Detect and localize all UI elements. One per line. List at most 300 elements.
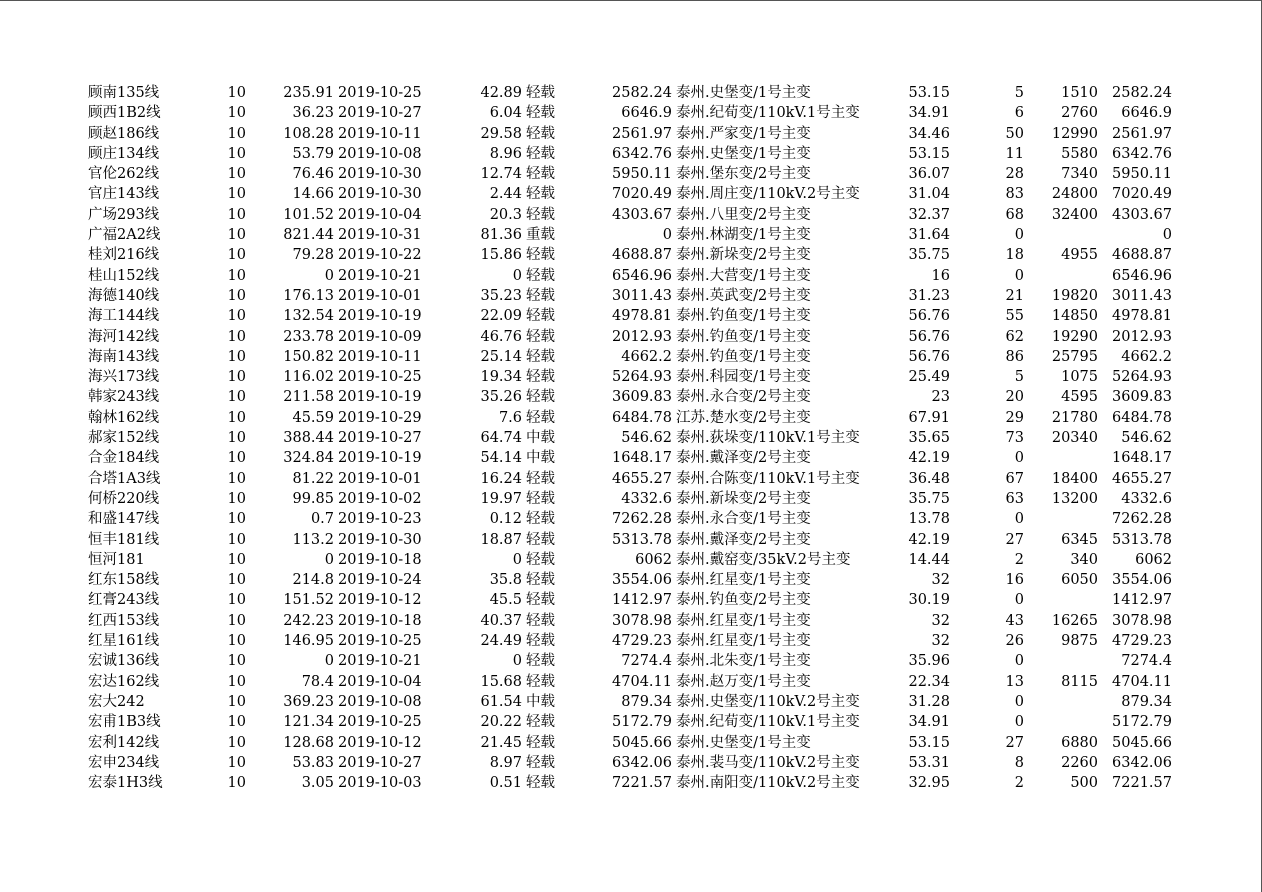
load-status-cell: 轻载 bbox=[526, 490, 555, 507]
load-rate-cell: 20.3 bbox=[489, 206, 522, 223]
customer-cell: 24800 bbox=[1051, 186, 1098, 203]
load-cell: 0 bbox=[324, 267, 334, 284]
feeder-name-cell: 顾赵186线 bbox=[88, 125, 160, 142]
count-cell: 0 bbox=[1014, 267, 1024, 284]
capacity-cell: 5313.78 bbox=[612, 531, 672, 548]
customer-cell: 2760 bbox=[1061, 105, 1098, 122]
available-capacity-cell: 4303.67 bbox=[1112, 206, 1172, 223]
load-cell: 176.13 bbox=[283, 287, 334, 304]
date-cell: 2019-10-25 bbox=[338, 633, 422, 650]
count-cell: 21 bbox=[1005, 287, 1024, 304]
date-cell: 2019-10-12 bbox=[338, 592, 422, 609]
transformer-rate-cell: 53.15 bbox=[908, 734, 950, 751]
customer-cell: 14850 bbox=[1051, 308, 1098, 325]
date-cell: 2019-10-25 bbox=[338, 714, 422, 731]
customer-cell: 8115 bbox=[1061, 673, 1098, 690]
available-capacity-cell: 4978.81 bbox=[1112, 308, 1172, 325]
date-cell: 2019-10-08 bbox=[338, 693, 422, 710]
load-rate-cell: 15.68 bbox=[480, 673, 522, 690]
load-status-cell: 轻载 bbox=[526, 653, 555, 670]
available-capacity-cell: 4662.2 bbox=[1121, 348, 1172, 365]
load-cell: 3.05 bbox=[301, 775, 334, 792]
available-capacity-cell: 6484.78 bbox=[1112, 409, 1172, 426]
feeder-name-cell: 合金184线 bbox=[88, 450, 160, 467]
feeder-name-cell: 红膏243线 bbox=[88, 592, 160, 609]
capacity-cell: 4332.6 bbox=[621, 490, 672, 507]
load-cell: 128.68 bbox=[283, 734, 334, 751]
date-cell: 2019-10-27 bbox=[338, 754, 422, 771]
capacity-cell: 2012.93 bbox=[612, 328, 672, 345]
date-cell: 2019-10-18 bbox=[338, 612, 422, 629]
load-status-cell: 轻载 bbox=[526, 531, 555, 548]
load-cell: 324.84 bbox=[283, 450, 334, 467]
feeder-name-cell: 桂山152线 bbox=[88, 267, 160, 284]
count-cell: 5 bbox=[1014, 369, 1024, 386]
customer-cell: 5580 bbox=[1061, 145, 1098, 162]
load-cell: 369.23 bbox=[283, 693, 334, 710]
load-status-cell: 轻载 bbox=[526, 572, 555, 589]
transformer-rate-cell: 53.31 bbox=[908, 754, 950, 771]
transformer-rate-cell: 13.78 bbox=[908, 511, 950, 528]
transformer-rate-cell: 32 bbox=[931, 612, 950, 629]
voltage-cell: 10 bbox=[227, 85, 246, 101]
feeder-name-cell: 翰林162线 bbox=[88, 409, 160, 426]
load-cell: 132.54 bbox=[283, 308, 334, 325]
load-rate-cell: 7.6 bbox=[498, 409, 522, 426]
load-rate-cell: 29.58 bbox=[480, 125, 522, 142]
transformer-rate-cell: 31.04 bbox=[908, 186, 950, 203]
feeder-name-cell: 宏诚136线 bbox=[88, 653, 160, 670]
voltage-cell: 10 bbox=[227, 592, 246, 609]
load-cell: 151.52 bbox=[283, 592, 334, 609]
load-rate-cell: 35.23 bbox=[480, 287, 522, 304]
count-cell: 50 bbox=[1005, 125, 1024, 142]
available-capacity-cell: 6062 bbox=[1135, 551, 1172, 568]
load-rate-cell: 81.36 bbox=[480, 227, 522, 244]
voltage-cell: 10 bbox=[227, 145, 246, 162]
feeder-name-cell: 红西153线 bbox=[88, 612, 160, 629]
voltage-cell: 10 bbox=[227, 409, 246, 426]
load-rate-cell: 19.97 bbox=[480, 490, 522, 507]
load-status-cell: 轻载 bbox=[526, 754, 555, 771]
capacity-cell: 6342.06 bbox=[612, 754, 672, 771]
available-capacity-cell: 6342.06 bbox=[1112, 754, 1172, 771]
available-capacity-cell: 3011.43 bbox=[1112, 287, 1172, 304]
feeder-name-cell: 韩家243线 bbox=[88, 389, 160, 406]
capacity-cell: 4688.87 bbox=[612, 247, 672, 264]
load-status-cell: 轻载 bbox=[526, 105, 555, 122]
voltage-cell: 10 bbox=[227, 166, 246, 183]
customer-cell: 340 bbox=[1070, 551, 1098, 568]
count-cell: 55 bbox=[1005, 308, 1024, 325]
feeder-name-cell: 合塔1A3线 bbox=[88, 470, 161, 487]
date-cell: 2019-10-25 bbox=[338, 85, 422, 101]
customer-cell: 16265 bbox=[1051, 612, 1098, 629]
load-status-cell: 轻载 bbox=[526, 775, 555, 792]
voltage-cell: 10 bbox=[227, 511, 246, 528]
voltage-cell: 10 bbox=[227, 186, 246, 203]
customer-cell: 6345 bbox=[1061, 531, 1098, 548]
load-status-cell: 重载 bbox=[526, 227, 555, 244]
voltage-cell: 10 bbox=[227, 572, 246, 589]
feeder-name-cell: 宏泰1H3线 bbox=[88, 775, 163, 792]
transformer-cell: 泰州.戴窑变/35kV.2号主变 bbox=[676, 551, 851, 568]
load-rate-cell: 8.96 bbox=[489, 145, 522, 162]
count-cell: 0 bbox=[1014, 511, 1024, 528]
available-capacity-cell: 2012.93 bbox=[1112, 328, 1172, 345]
date-cell: 2019-10-12 bbox=[338, 734, 422, 751]
capacity-cell: 2582.24 bbox=[612, 85, 672, 101]
available-capacity-cell: 3554.06 bbox=[1112, 572, 1172, 589]
transformer-cell: 泰州.科园变/1号主变 bbox=[676, 369, 811, 386]
transformer-rate-cell: 53.15 bbox=[908, 85, 950, 101]
date-cell: 2019-10-04 bbox=[338, 206, 422, 223]
load-status-cell: 轻载 bbox=[526, 125, 555, 142]
date-cell: 2019-10-18 bbox=[338, 551, 422, 568]
capacity-cell: 4729.23 bbox=[612, 633, 672, 650]
count-cell: 5 bbox=[1014, 85, 1024, 101]
capacity-cell: 5172.79 bbox=[612, 714, 672, 731]
feeder-name-cell: 桂刘216线 bbox=[88, 247, 160, 264]
feeder-name-cell: 海南143线 bbox=[88, 348, 160, 365]
transformer-rate-cell: 30.19 bbox=[908, 592, 950, 609]
load-cell: 211.58 bbox=[283, 389, 334, 406]
capacity-cell: 4662.2 bbox=[621, 348, 672, 365]
transformer-cell: 泰州.周庄变/110kV.2号主变 bbox=[676, 186, 860, 203]
date-cell: 2019-10-24 bbox=[338, 572, 422, 589]
capacity-cell: 6342.76 bbox=[612, 145, 672, 162]
load-status-cell: 轻载 bbox=[526, 166, 555, 183]
transformer-rate-cell: 14.44 bbox=[908, 551, 950, 568]
available-capacity-cell: 0 bbox=[1162, 227, 1172, 244]
transformer-cell: 泰州.林湖变/1号主变 bbox=[676, 227, 811, 244]
load-rate-cell: 24.49 bbox=[480, 633, 522, 650]
transformer-cell: 泰州.史堡变/1号主变 bbox=[676, 145, 811, 162]
transformer-rate-cell: 34.91 bbox=[908, 105, 950, 122]
feeder-name-cell: 海河142线 bbox=[88, 328, 160, 345]
voltage-cell: 10 bbox=[227, 227, 246, 244]
transformer-cell: 泰州.新垛变/2号主变 bbox=[676, 247, 811, 264]
load-cell: 78.4 bbox=[301, 673, 334, 690]
count-cell: 18 bbox=[1005, 247, 1024, 264]
transformer-cell: 泰州.赵万变/1号主变 bbox=[676, 673, 811, 690]
transformer-cell: 泰州.南阳变/110kV.2号主变 bbox=[676, 775, 860, 792]
voltage-cell: 10 bbox=[227, 470, 246, 487]
voltage-cell: 10 bbox=[227, 247, 246, 264]
load-status-cell: 轻载 bbox=[526, 206, 555, 223]
capacity-cell: 2561.97 bbox=[612, 125, 672, 142]
load-rate-cell: 12.74 bbox=[480, 166, 522, 183]
customer-cell: 13200 bbox=[1051, 490, 1098, 507]
load-cell: 121.34 bbox=[283, 714, 334, 731]
date-cell: 2019-10-11 bbox=[338, 125, 422, 142]
available-capacity-cell: 6342.76 bbox=[1112, 145, 1172, 162]
load-cell: 81.22 bbox=[292, 470, 334, 487]
date-cell: 2019-10-02 bbox=[338, 490, 422, 507]
date-cell: 2019-10-19 bbox=[338, 450, 422, 467]
load-status-cell: 轻载 bbox=[526, 287, 555, 304]
transformer-cell: 泰州.合陈变/110kV.1号主变 bbox=[676, 470, 860, 487]
load-cell: 150.82 bbox=[283, 348, 334, 365]
customer-cell: 19820 bbox=[1051, 287, 1098, 304]
load-cell: 214.8 bbox=[292, 572, 334, 589]
count-cell: 27 bbox=[1005, 734, 1024, 751]
feeder-name-cell: 顾西1B2线 bbox=[88, 105, 161, 122]
transformer-cell: 泰州.红星变/1号主变 bbox=[676, 572, 811, 589]
transformer-rate-cell: 25.49 bbox=[908, 369, 950, 386]
available-capacity-cell: 7274.4 bbox=[1121, 653, 1172, 670]
capacity-cell: 4704.11 bbox=[612, 673, 672, 690]
customer-cell: 32400 bbox=[1051, 206, 1098, 223]
available-capacity-cell: 5950.11 bbox=[1112, 166, 1172, 183]
available-capacity-cell: 6646.9 bbox=[1121, 105, 1172, 122]
customer-cell: 2260 bbox=[1061, 754, 1098, 771]
load-status-cell: 轻载 bbox=[526, 612, 555, 629]
load-rate-cell: 54.14 bbox=[480, 450, 522, 467]
voltage-cell: 10 bbox=[227, 267, 246, 284]
date-cell: 2019-10-25 bbox=[338, 369, 422, 386]
customer-cell: 6880 bbox=[1061, 734, 1098, 751]
transformer-rate-cell: 35.75 bbox=[908, 490, 950, 507]
date-cell: 2019-10-31 bbox=[338, 227, 422, 244]
available-capacity-cell: 7020.49 bbox=[1112, 186, 1172, 203]
customer-cell: 4595 bbox=[1061, 389, 1098, 406]
capacity-cell: 546.62 bbox=[621, 430, 672, 447]
transformer-cell: 泰州.红星变/1号主变 bbox=[676, 633, 811, 650]
capacity-cell: 4303.67 bbox=[612, 206, 672, 223]
available-capacity-cell: 3078.98 bbox=[1112, 612, 1172, 629]
date-cell: 2019-10-01 bbox=[338, 470, 422, 487]
voltage-cell: 10 bbox=[227, 714, 246, 731]
count-cell: 6 bbox=[1014, 105, 1024, 122]
load-rate-cell: 21.45 bbox=[480, 734, 522, 751]
count-cell: 0 bbox=[1014, 653, 1024, 670]
load-cell: 36.23 bbox=[292, 105, 334, 122]
capacity-cell: 3011.43 bbox=[612, 287, 672, 304]
voltage-cell: 10 bbox=[227, 328, 246, 345]
customer-cell: 20340 bbox=[1051, 430, 1098, 447]
available-capacity-cell: 4332.6 bbox=[1121, 490, 1172, 507]
feeder-name-cell: 恒河181 bbox=[88, 551, 145, 568]
count-cell: 2 bbox=[1014, 551, 1024, 568]
transformer-cell: 泰州.荻垛变/110kV.1号主变 bbox=[676, 430, 860, 447]
count-cell: 73 bbox=[1005, 430, 1024, 447]
transformer-rate-cell: 31.23 bbox=[908, 287, 950, 304]
transformer-rate-cell: 53.15 bbox=[908, 145, 950, 162]
date-cell: 2019-10-19 bbox=[338, 389, 422, 406]
capacity-cell: 6062 bbox=[635, 551, 672, 568]
load-cell: 101.52 bbox=[283, 206, 334, 223]
transformer-rate-cell: 16 bbox=[931, 267, 950, 284]
date-cell: 2019-10-22 bbox=[338, 247, 422, 264]
transformer-cell: 泰州.戴泽变/2号主变 bbox=[676, 450, 811, 467]
transformer-cell: 泰州.史堡变/1号主变 bbox=[676, 85, 811, 101]
capacity-cell: 1412.97 bbox=[612, 592, 672, 609]
voltage-cell: 10 bbox=[227, 653, 246, 670]
transformer-rate-cell: 42.19 bbox=[908, 531, 950, 548]
available-capacity-cell: 5264.93 bbox=[1112, 369, 1172, 386]
feeder-name-cell: 广场293线 bbox=[88, 206, 160, 223]
transformer-cell: 泰州.史堡变/1号主变 bbox=[676, 734, 811, 751]
load-rate-cell: 0.51 bbox=[489, 775, 522, 792]
transformer-cell: 泰州.红星变/1号主变 bbox=[676, 612, 811, 629]
feeder-name-cell: 红星161线 bbox=[88, 633, 160, 650]
load-cell: 388.44 bbox=[283, 430, 334, 447]
available-capacity-cell: 7221.57 bbox=[1112, 775, 1172, 792]
feeder-name-cell: 广福2A2线 bbox=[88, 227, 161, 244]
transformer-rate-cell: 35.96 bbox=[908, 653, 950, 670]
transformer-cell: 泰州.纪荀变/110kV.1号主变 bbox=[676, 105, 860, 122]
transformer-rate-cell: 23 bbox=[931, 389, 950, 406]
capacity-cell: 7274.4 bbox=[621, 653, 672, 670]
load-cell: 0 bbox=[324, 551, 334, 568]
voltage-cell: 10 bbox=[227, 430, 246, 447]
transformer-cell: 泰州.钓鱼变/2号主变 bbox=[676, 592, 811, 609]
voltage-cell: 10 bbox=[227, 450, 246, 467]
transformer-rate-cell: 36.48 bbox=[908, 470, 950, 487]
transformer-rate-cell: 56.76 bbox=[908, 308, 950, 325]
transformer-rate-cell: 31.64 bbox=[908, 227, 950, 244]
voltage-cell: 10 bbox=[227, 348, 246, 365]
date-cell: 2019-10-04 bbox=[338, 673, 422, 690]
capacity-cell: 6546.96 bbox=[612, 267, 672, 284]
available-capacity-cell: 5045.66 bbox=[1112, 734, 1172, 751]
date-cell: 2019-10-03 bbox=[338, 775, 422, 792]
load-rate-cell: 35.8 bbox=[489, 572, 522, 589]
count-cell: 62 bbox=[1005, 328, 1024, 345]
load-rate-cell: 8.97 bbox=[489, 754, 522, 771]
capacity-cell: 6484.78 bbox=[612, 409, 672, 426]
customer-cell: 12990 bbox=[1051, 125, 1098, 142]
load-rate-cell: 45.5 bbox=[489, 592, 522, 609]
load-rate-cell: 0 bbox=[512, 551, 522, 568]
date-cell: 2019-10-30 bbox=[338, 166, 422, 183]
date-cell: 2019-10-19 bbox=[338, 308, 422, 325]
feeder-name-cell: 宏大242 bbox=[88, 693, 145, 710]
voltage-cell: 10 bbox=[227, 775, 246, 792]
capacity-cell: 7262.28 bbox=[612, 511, 672, 528]
available-capacity-cell: 4655.27 bbox=[1112, 470, 1172, 487]
load-status-cell: 轻载 bbox=[526, 734, 555, 751]
available-capacity-cell: 4704.11 bbox=[1112, 673, 1172, 690]
load-rate-cell: 46.76 bbox=[480, 328, 522, 345]
available-capacity-cell: 2582.24 bbox=[1112, 85, 1172, 101]
capacity-cell: 5045.66 bbox=[612, 734, 672, 751]
feeder-name-cell: 顾庄134线 bbox=[88, 145, 160, 162]
transformer-rate-cell: 34.46 bbox=[908, 125, 950, 142]
available-capacity-cell: 5313.78 bbox=[1112, 531, 1172, 548]
transformer-rate-cell: 32.37 bbox=[908, 206, 950, 223]
customer-cell: 500 bbox=[1070, 775, 1098, 792]
transformer-rate-cell: 32 bbox=[931, 633, 950, 650]
count-cell: 86 bbox=[1005, 348, 1024, 365]
available-capacity-cell: 4729.23 bbox=[1112, 633, 1172, 650]
voltage-cell: 10 bbox=[227, 612, 246, 629]
count-cell: 28 bbox=[1005, 166, 1024, 183]
voltage-cell: 10 bbox=[227, 125, 246, 142]
load-cell: 233.78 bbox=[283, 328, 334, 345]
load-status-cell: 中载 bbox=[526, 450, 555, 467]
load-rate-cell: 15.86 bbox=[480, 247, 522, 264]
transformer-cell: 泰州.钓鱼变/1号主变 bbox=[676, 308, 811, 325]
count-cell: 0 bbox=[1014, 714, 1024, 731]
available-capacity-cell: 5172.79 bbox=[1112, 714, 1172, 731]
count-cell: 29 bbox=[1005, 409, 1024, 426]
voltage-cell: 10 bbox=[227, 206, 246, 223]
voltage-cell: 10 bbox=[227, 287, 246, 304]
feeder-name-cell: 官伦262线 bbox=[88, 166, 160, 183]
load-cell: 14.66 bbox=[292, 186, 334, 203]
transformer-cell: 泰州.严家变/1号主变 bbox=[676, 125, 811, 142]
voltage-cell: 10 bbox=[227, 369, 246, 386]
count-cell: 83 bbox=[1005, 186, 1024, 203]
capacity-cell: 3078.98 bbox=[612, 612, 672, 629]
transformer-rate-cell: 32.95 bbox=[908, 775, 950, 792]
voltage-cell: 10 bbox=[227, 551, 246, 568]
load-status-cell: 轻载 bbox=[526, 348, 555, 365]
transformer-rate-cell: 67.91 bbox=[908, 409, 950, 426]
transformer-rate-cell: 35.75 bbox=[908, 247, 950, 264]
capacity-cell: 7020.49 bbox=[612, 186, 672, 203]
load-status-cell: 中载 bbox=[526, 693, 555, 710]
feeder-name-cell: 宏利142线 bbox=[88, 734, 160, 751]
customer-cell: 1510 bbox=[1061, 85, 1098, 101]
voltage-cell: 10 bbox=[227, 389, 246, 406]
count-cell: 16 bbox=[1005, 572, 1024, 589]
available-capacity-cell: 1412.97 bbox=[1112, 592, 1172, 609]
capacity-cell: 3554.06 bbox=[612, 572, 672, 589]
load-status-cell: 轻载 bbox=[526, 308, 555, 325]
date-cell: 2019-10-09 bbox=[338, 328, 422, 345]
load-status-cell: 轻载 bbox=[526, 714, 555, 731]
transformer-rate-cell: 34.91 bbox=[908, 714, 950, 731]
load-rate-cell: 22.09 bbox=[480, 308, 522, 325]
load-rate-cell: 2.44 bbox=[489, 186, 522, 203]
count-cell: 27 bbox=[1005, 531, 1024, 548]
date-cell: 2019-10-30 bbox=[338, 531, 422, 548]
feeder-name-cell: 何桥220线 bbox=[88, 490, 160, 507]
transformer-cell: 泰州.永合变/1号主变 bbox=[676, 511, 811, 528]
count-cell: 2 bbox=[1014, 775, 1024, 792]
feeder-name-cell: 宏达162线 bbox=[88, 673, 160, 690]
transformer-cell: 泰州.裴马变/110kV.2号主变 bbox=[676, 754, 860, 771]
customer-cell: 18400 bbox=[1051, 470, 1098, 487]
available-capacity-cell: 3609.83 bbox=[1112, 389, 1172, 406]
customer-cell: 25795 bbox=[1051, 348, 1098, 365]
date-cell: 2019-10-11 bbox=[338, 348, 422, 365]
voltage-cell: 10 bbox=[227, 633, 246, 650]
load-cell: 108.28 bbox=[283, 125, 334, 142]
load-cell: 235.91 bbox=[283, 85, 334, 101]
load-rate-cell: 18.87 bbox=[480, 531, 522, 548]
feeder-name-cell: 官庄143线 bbox=[88, 186, 160, 203]
transformer-cell: 泰州.钓鱼变/1号主变 bbox=[676, 328, 811, 345]
load-cell: 0.7 bbox=[310, 511, 334, 528]
load-status-cell: 轻载 bbox=[526, 592, 555, 609]
transformer-rate-cell: 31.28 bbox=[908, 693, 950, 710]
load-cell: 116.02 bbox=[283, 369, 334, 386]
transformer-rate-cell: 42.19 bbox=[908, 450, 950, 467]
load-cell: 53.83 bbox=[292, 754, 334, 771]
load-cell: 99.85 bbox=[292, 490, 334, 507]
capacity-cell: 5950.11 bbox=[612, 166, 672, 183]
feeder-name-cell: 宏甫1B3线 bbox=[88, 714, 161, 731]
date-cell: 2019-10-29 bbox=[338, 409, 422, 426]
transformer-rate-cell: 36.07 bbox=[908, 166, 950, 183]
load-status-cell: 轻载 bbox=[526, 186, 555, 203]
feeder-name-cell: 郝家152线 bbox=[88, 430, 160, 447]
feeder-name-cell: 海工144线 bbox=[88, 308, 160, 325]
